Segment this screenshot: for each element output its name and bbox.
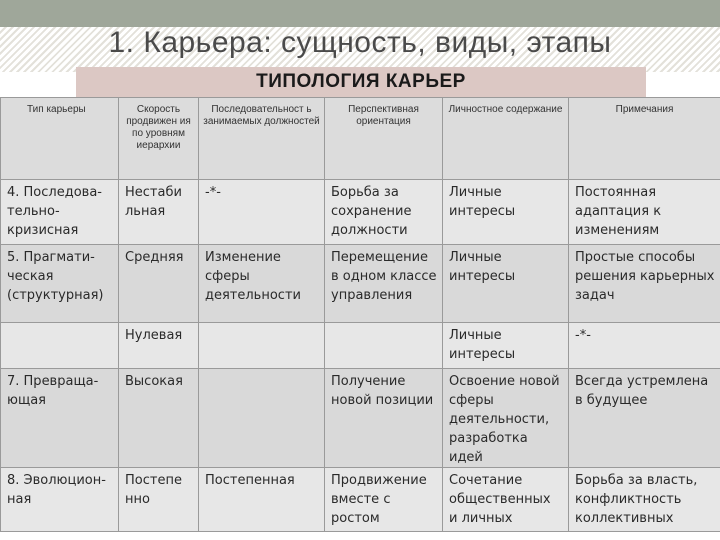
cell-notes: Постоянная адаптация к изменениям — [569, 180, 720, 245]
table-row — [1, 369, 720, 468]
cell-position-sequence — [199, 369, 325, 468]
cell-notes: -*- — [569, 323, 720, 369]
cell-career-type: 5. Прагмати-ческая (структурная) — [1, 245, 119, 323]
slide-title: 1. Карьера: сущность, виды, этапы — [108, 26, 612, 59]
header-career-type: Тип карьеры — [1, 98, 119, 180]
cell-perspective-orientation: Получение новой позиции — [325, 369, 443, 468]
table-row — [1, 468, 720, 532]
cell-promotion-speed: Постепе нно — [119, 468, 199, 532]
cell-notes: Всегда устремлена в будущее — [569, 369, 720, 468]
cell-promotion-speed: Нулевая — [119, 323, 199, 369]
slide-top-bar — [0, 0, 720, 27]
cell-personal-content: Личные интересы — [443, 245, 569, 323]
cell-perspective-orientation: Продвижение вместе с ростом — [325, 468, 443, 532]
cell-promotion-speed: Нестаби льная — [119, 180, 199, 245]
table-row — [1, 180, 720, 245]
cell-personal-content: Сочетание общественных и личных — [443, 468, 569, 532]
cell-promotion-speed: Средняя — [119, 245, 199, 323]
table-row — [1, 323, 720, 369]
cell-career-type — [1, 323, 119, 369]
cell-position-sequence — [199, 323, 325, 369]
cell-notes: Борьба за власть, конфликтность коллективных — [569, 468, 720, 532]
cell-position-sequence: Постепенная — [199, 468, 325, 532]
cell-personal-content: Личные интересы — [443, 323, 569, 369]
table-title-banner — [76, 67, 646, 100]
cell-notes: Простые способы решения карьерных задач — [569, 245, 720, 323]
header-promotion-speed: Скорость продвижен ия по уровням иерархии — [119, 98, 199, 180]
header-perspective-orientation: Перспективная ориентация — [325, 98, 443, 180]
cell-position-sequence: -*- — [199, 180, 325, 245]
header-notes: Примечания — [569, 98, 720, 180]
cell-promotion-speed: Высокая — [119, 369, 199, 468]
career-typology-table — [0, 97, 720, 532]
table-row — [1, 245, 720, 323]
cell-personal-content: Освоение новой сферы деятельности, разработка идей — [443, 369, 569, 468]
cell-perspective-orientation: Борьба за сохранение должности — [325, 180, 443, 245]
cell-perspective-orientation — [325, 323, 443, 369]
table-header-row — [1, 98, 720, 180]
header-personal-content: Личностное содержание — [443, 98, 569, 180]
table-title: ТИПОЛОГИЯ КАРЬЕР — [256, 71, 466, 92]
cell-career-type: 8. Эволюцион-ная — [1, 468, 119, 532]
header-position-sequence: Последовательност ь занимаемых должностей — [199, 98, 325, 180]
cell-position-sequence: Изменение сферы деятельности — [199, 245, 325, 323]
cell-personal-content: Личные интересы — [443, 180, 569, 245]
cell-career-type: 4. Последова-тельно-кризисная — [1, 180, 119, 245]
cell-perspective-orientation: Перемещение в одном классе управления — [325, 245, 443, 323]
cell-career-type: 7. Превраща-ющая — [1, 369, 119, 468]
